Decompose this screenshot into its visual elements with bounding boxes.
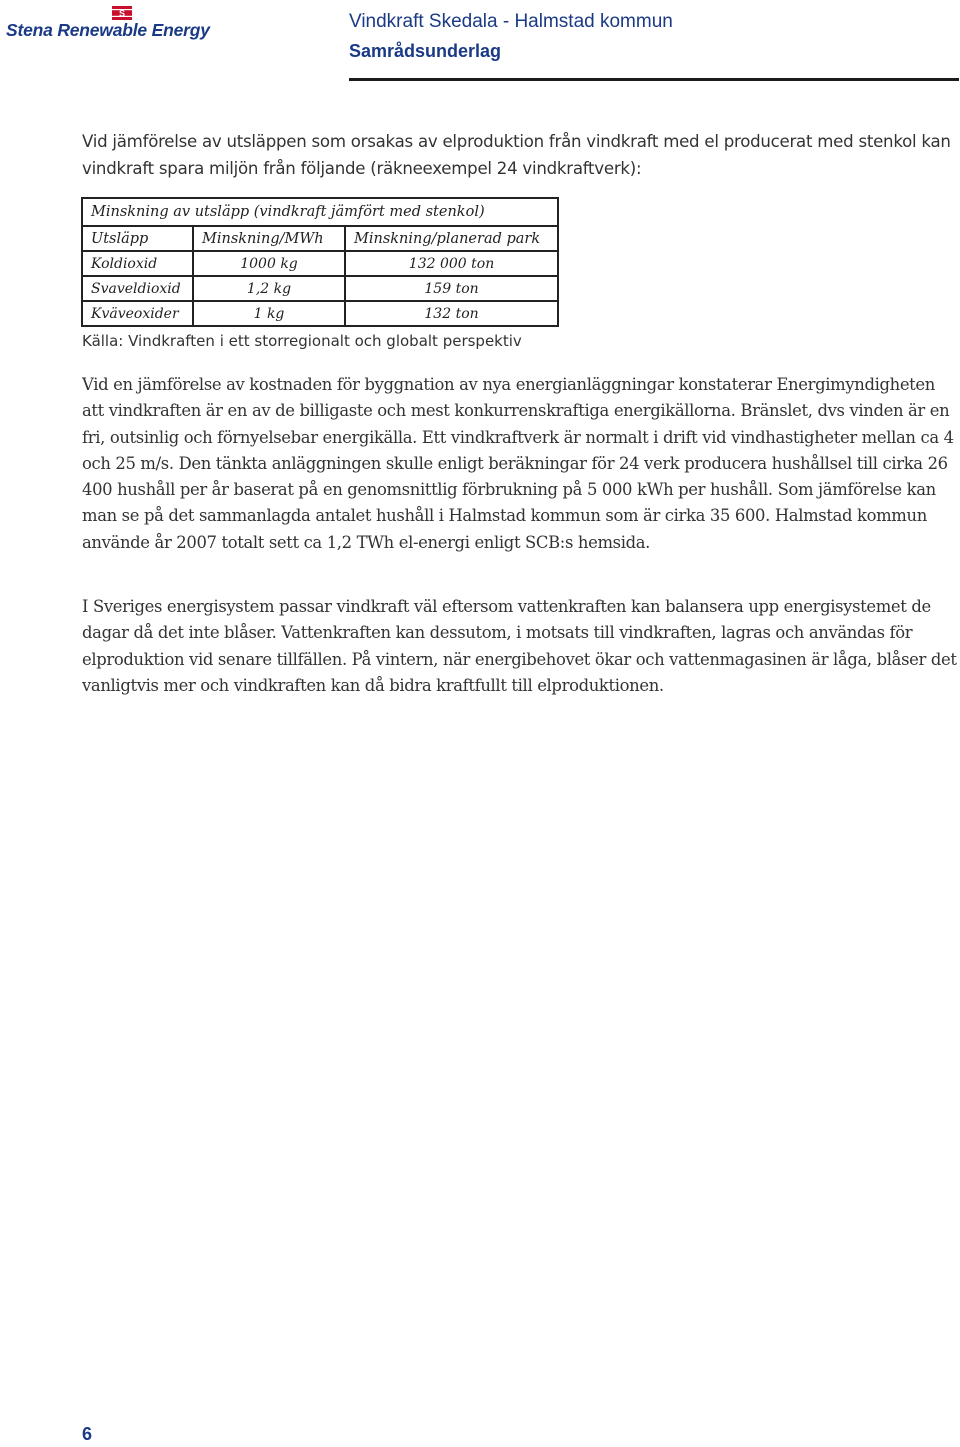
intro-paragraph: Vid jämförelse av utsläppen som orsakas av elproduktion från vindkraft med el producerat med stenkol kan vindkraft spara miljön från följande (räkneexempel 24 vindkraftverk):	[82, 132, 951, 178]
emissions-table	[81, 197, 559, 327]
header-divider	[349, 78, 959, 81]
document-title: Vindkraft Skedala - Halmstad kommun	[349, 11, 673, 32]
body-paragraph: I Sveriges energisystem passar vindkraft väl eftersom vattenkraften kan balansera upp energisystemet de dagar då det inte blåser. Vattenkraften kan dessutom, i motsats till vindkraften, lagras och användas för elproduktion vid senare tillfällen. På vintern, när energibehovet ökar och vattenmagasinen är låga, blåser det vanligtvis mer och vindkraften kan då bidra kraftfullt till elproduktionen.	[82, 597, 957, 695]
page-header	[0, 0, 960, 84]
reduction-per-mwh: 1000 kg	[193, 251, 345, 276]
stena-logo	[6, 4, 236, 44]
table-caption-row	[82, 198, 558, 226]
body-paragraph: Vid en jämförelse av kostnaden för byggnation av nya energianläggningar konstaterar Energimyndigheten att vindkraften är en av de billigaste och mest konkurrenskraftiga energikällorna. Bränslet, dvs vinden är en fri, outsinlig och förnyelsebar energikälla. Ett vindkraftverk är normalt i drift vid vindhastigheter mellan ca 4 och 25 m/s. Den tänkta anläggningen skulle enligt beräkningar för 24 verk producera hushållsel till cirka 26 400 hushåll per år baserat på en genomsnittlig förbrukning på 5 000 kWh per hushåll. Som jämförelse kan man se på det sammanlagda antalet hushåll i Halmstad kommun som är cirka 35 600. Halmstad kommun använde år 2007 totalt sett ca 1,2 TWh el-energi enligt SCB:s hemsida.	[82, 375, 954, 552]
table-source-note: Källa: Vindkraften i ett storregionalt och globalt perspektiv	[82, 332, 522, 350]
table-caption: Minskning av utsläpp (vindkraft jämfört med stenkol)	[82, 198, 558, 226]
emission-name: Svaveldioxid	[82, 276, 193, 301]
emission-name: Kväveoxider	[82, 301, 193, 326]
stena-flag-icon	[112, 6, 132, 20]
reduction-per-park: 159 ton	[345, 276, 558, 301]
table-header-row	[82, 226, 558, 251]
reduction-per-park: 132 ton	[345, 301, 558, 326]
table-row	[82, 276, 558, 301]
reduction-per-mwh: 1 kg	[193, 301, 345, 326]
column-header-per-park: Minskning/planerad park	[345, 226, 558, 251]
reduction-per-mwh: 1,2 kg	[193, 276, 345, 301]
column-header-per-mwh: Minskning/MWh	[193, 226, 345, 251]
svg-text:S: S	[118, 8, 126, 19]
document-subtitle: Samrådsunderlag	[349, 41, 502, 61]
table-row	[82, 251, 558, 276]
logo-wordmark: Stena Renewable Energy	[6, 20, 210, 40]
column-header-emission: Utsläpp	[82, 226, 193, 251]
reduction-per-park: 132 000 ton	[345, 251, 558, 276]
page-number: 6	[82, 1424, 93, 1444]
table-row	[82, 301, 558, 326]
emission-name: Koldioxid	[82, 251, 193, 276]
